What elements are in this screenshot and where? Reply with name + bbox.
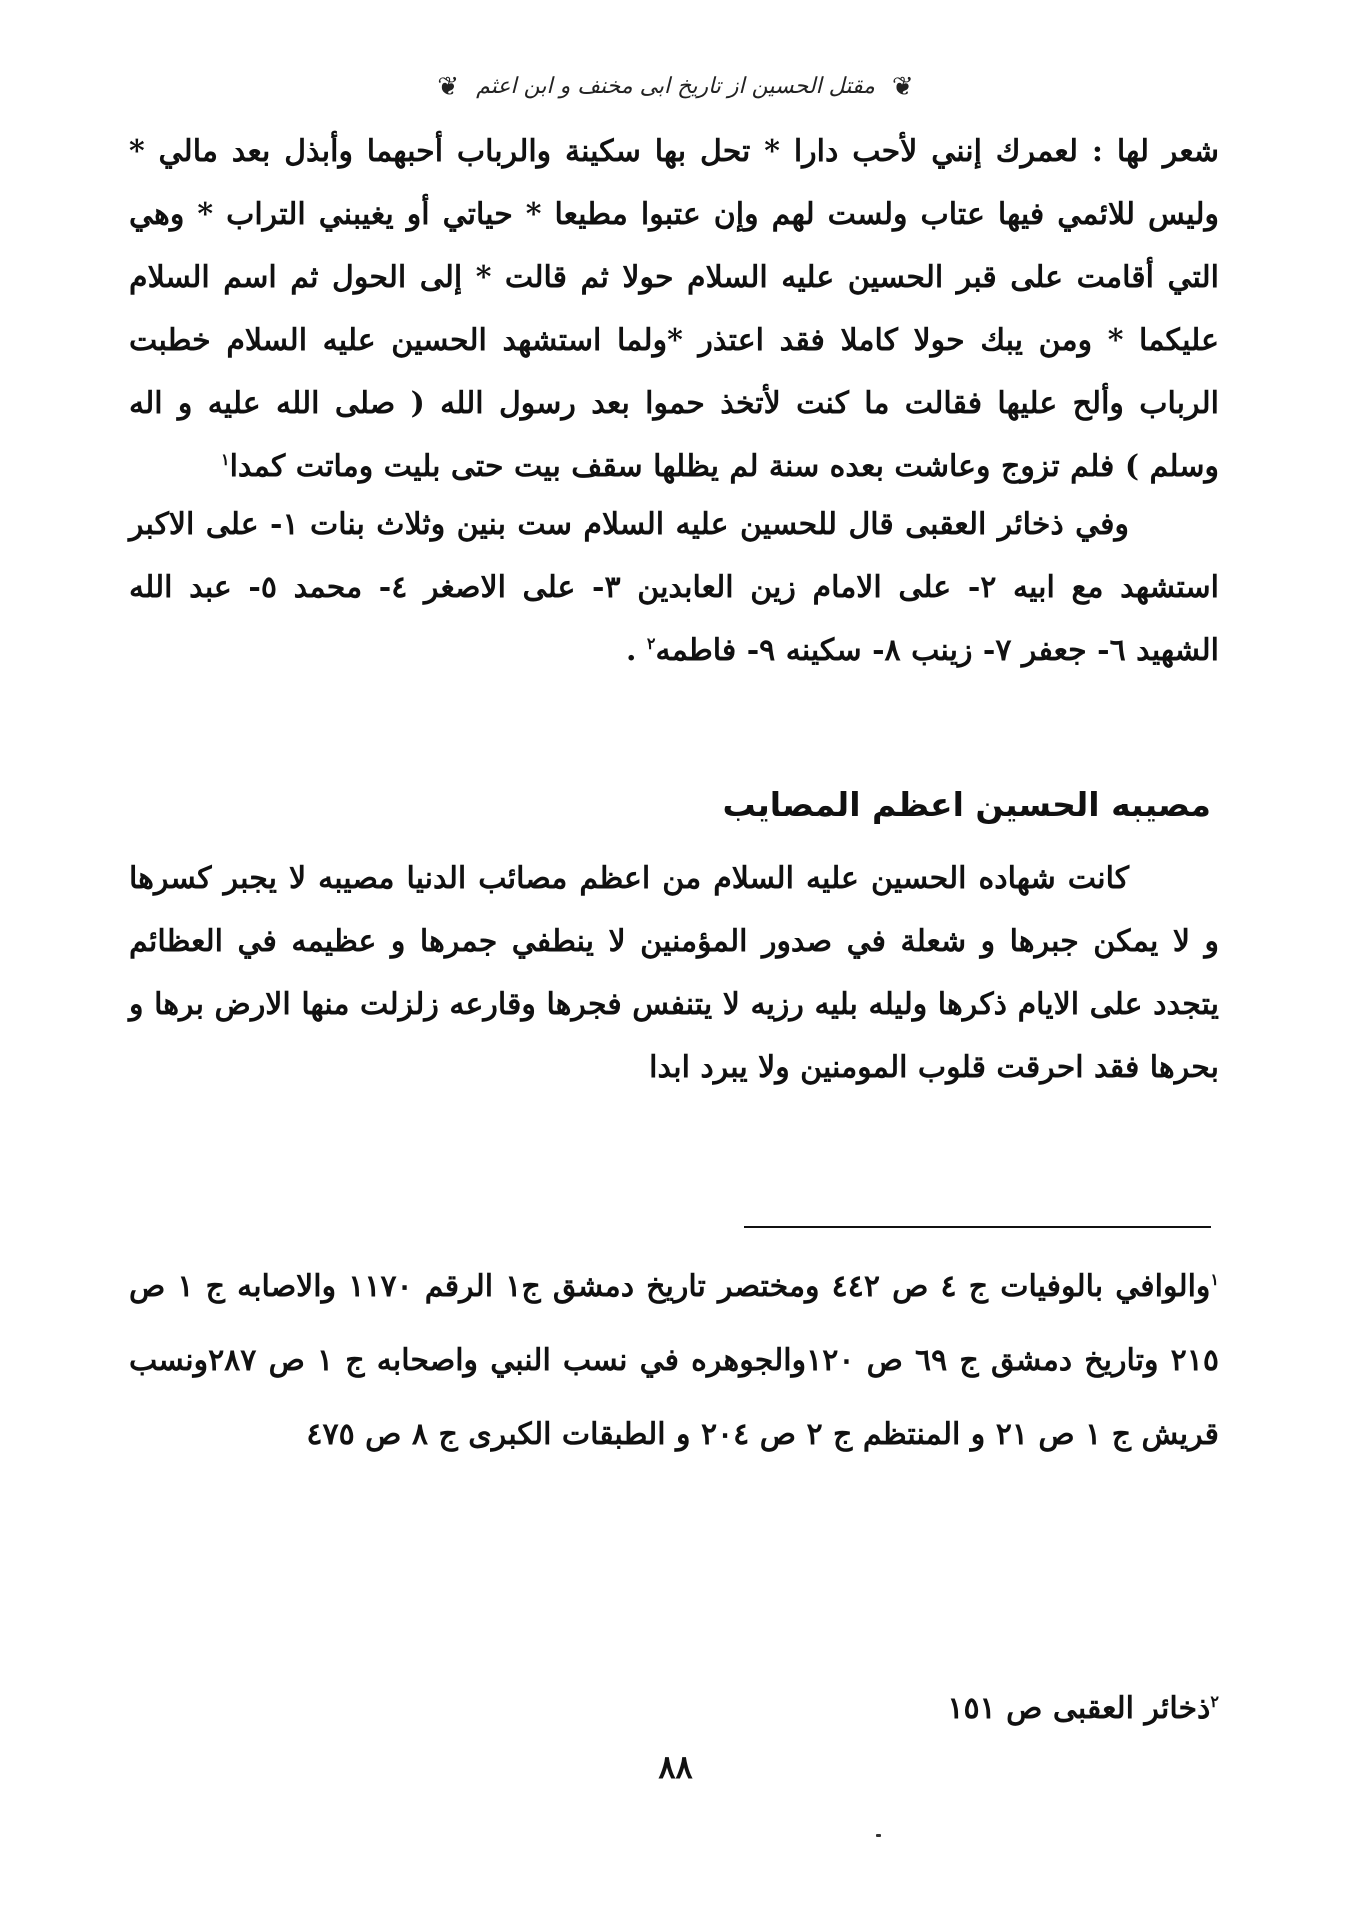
header-title: مقتل الحسين از تاریخ ابی مخنف و ابن اعثم	[476, 74, 875, 99]
footnote-2	[129, 1672, 1219, 1746]
footnote-ref-1[interactable]: ١	[220, 450, 230, 469]
section-paragraph: كانت شهاده الحسين عليه السلام من اعظم مصائب الدنيا مصيبه لا يجبر كسرها و لا يمكن جبرها و شعلة في صدور المؤمنين لا ينطفي جمرها و عظيمه في العظائم يتجدد على الايام ذكرها وليله بليه رزيه لا يتنفس فجرها وقارعه زلزلت منها الارض برها و بحرها فقد احرقت قلوب المومنين ولا يبرد ابدا	[129, 861, 1219, 1085]
running-header	[0, 72, 1351, 102]
footnote-1-text: والوافي بالوفيات ج ٤ ص ٤٤٢ ومختصر تاريخ دمشق ج١ الرقم ١١٧٠ والاصابه ج ١ ص ٢١٥ وتاريخ دمشق ج ٦٩ ص ١٢٠والجوهره في نسب النبي واصحابه ج ١ ص ٢٨٧ونسب قريش ج ١ ص ٢١ و المنتظم ج ٢ ص ٢٠٤ و الطبقات الكبرى ج ٨ ص ٤٧٥	[129, 1269, 1219, 1452]
footnote-2-marker: ٢	[1210, 1692, 1219, 1711]
footnote-1-marker: ١	[1210, 1270, 1219, 1289]
poem-paragraph-text: شعر لها : لعمرك إنني لأحب دارا * تحل بها سكينة والرباب أحبهما وأبذل بعد مالي * وليس للائمي فيها عتاب ولست لهم وإن عتبوا مطيعا * حياتي أو يغيبني التراب * وهي التي أقامت على قبر الحسين عليه السلام حولا ثم قالت * إلى الحول ثم اسم السلام عليكما * ومن يبك حولا كاملا فقد اعتذر *ولما استشهد الحسين عليه السلام خطبت الرباب وألح عليها فقالت ما كنت لأتخذ حموا بعد رسول الله ( صلى الله عليه و اله وسلم ) فلم تزوج وعاشت بعده سنة لم يظلها سقف بيت حتى بليت وماتت كمدا	[129, 134, 1219, 484]
children-paragraph	[129, 493, 1219, 682]
poem-paragraph	[129, 120, 1219, 498]
children-paragraph-text: وفي ذخائر العقبى قال للحسين عليه السلام ست بنين وثلاث بنات ١- على الاكبر استشهد مع ابيه ٢- على الامام زين العابدين ٣- على الاصغر ٤- محمد ٥- عبد الله الشهيد ٦- جعفر ٧- زينب ٨- سكينه ٩- فاطمه	[129, 507, 1219, 668]
footnote-1	[129, 1250, 1219, 1472]
footnote-divider	[744, 1226, 1211, 1228]
header-ornament-left: ❦	[437, 72, 460, 102]
scan-mark	[876, 1834, 881, 1837]
header-ornament-right: ❦	[891, 72, 914, 102]
footnote-ref-2[interactable]: ٢	[646, 634, 656, 653]
page-number: ٨٨	[658, 1748, 693, 1786]
section-heading: مصيبه الحسين اعظم المصايب	[722, 785, 1211, 824]
children-paragraph-end: .	[626, 633, 647, 668]
footnote-2-text: ذخائر العقبى ص ١٥١	[947, 1691, 1211, 1726]
